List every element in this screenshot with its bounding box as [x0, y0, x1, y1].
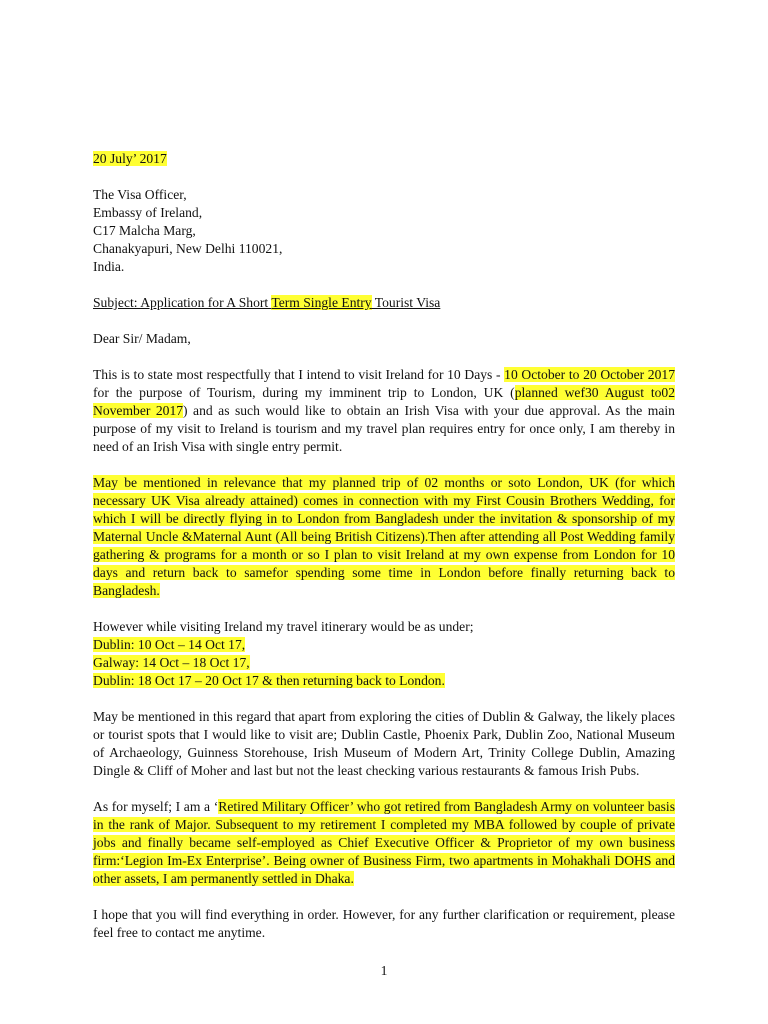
recipient-line: Chanakyapuri, New Delhi 110021,	[93, 241, 283, 256]
para-highlight: 10 October to 20 October 2017	[504, 367, 675, 382]
itinerary-item	[93, 636, 675, 654]
paragraph-about-self	[93, 798, 675, 888]
itinerary-item-text: Dublin: 10 Oct – 14 Oct 17,	[93, 637, 246, 652]
para-text: for the purpose of Tourism, during my imminent trip to London, UK (	[93, 385, 515, 400]
itinerary-item	[93, 672, 675, 690]
para-text: As for myself; I am a ‘	[93, 799, 219, 814]
para-text: ) and as such would like to obtain an Irish Visa with your due approval. As the main purpose of my visit to Ireland is tourism and my travel plan requires entry for once only, I am thereby in need of an Irish Visa with single entry permit.	[93, 403, 675, 454]
recipient-line: India.	[93, 259, 125, 274]
paragraph-closing: I hope that you will find everything in order. However, for any further clarification or requirement, please feel free to contact me anytime.	[93, 907, 675, 940]
para-highlight: May be mentioned in relevance that my planned trip of 02 months or soto London, UK (for which necessary UK Visa already attained) comes in connection with my First Cousin Brothers Wedding, for which I will be directly flying in to London from Bangladesh under the invitation & sponsorship of my Maternal Uncle &Maternal Aunt (All being British Citizens).Then after attending all Post Wedding family gathering & programs for a month or so I plan to visit Ireland at my own expense from London for 10 days and return back to samefor spending some time in London before finally returning back to Bangladesh.	[93, 475, 675, 598]
letter-date	[93, 150, 675, 168]
page-number: 1	[380, 963, 388, 978]
itinerary-item-text: Dublin: 18 Oct 17 – 20 Oct 17 & then returning back to London.	[93, 673, 445, 688]
subject-part: Subject: Application for A Short	[93, 295, 272, 310]
recipient-line: Embassy of Ireland,	[93, 205, 203, 220]
paragraph-places: May be mentioned in this regard that apart from exploring the cities of Dublin & Galway, the likely places or tourist spots that I would like to visit are; Dublin Castle, Phoenix Park, Dublin Zoo, National Museum of Archaeology, Guinness Storehouse, Irish Museum of Modern Art, Trinity College Dublin, Amazing Dingle & Cliff of Moher and last but not the least checking various restaurants & famous Irish Pubs.	[93, 709, 675, 778]
para-text: This is to state most respectfully that I intend to visit Ireland for 10 Days -	[93, 367, 505, 382]
letter-date-text: 20 July’ 2017	[93, 151, 167, 166]
subject-part: Tourist Visa	[371, 295, 441, 310]
paragraph-trip-context	[93, 474, 675, 600]
itinerary-item-text: Galway: 14 Oct – 18 Oct 17,	[93, 655, 250, 670]
salutation: Dear Sir/ Madam,	[93, 331, 191, 346]
itinerary-item	[93, 654, 675, 672]
letter-body	[93, 150, 675, 942]
subject-highlight: Term Single Entry	[271, 295, 372, 310]
subject-line	[93, 294, 675, 312]
para-highlight: Retired Military Officer’ who got retired from Bangladesh Army on volunteer basis in the rank of Major. Subsequent to my retirement I completed my MBA followed by couple of private jobs and finally became self-employed as Chief Executive Officer & Proprietor of my own business firm:‘Legion Im-Ex Enterprise’. Being owner of Business Firm, two apartments in Mohakhali DOHS and other assets, I am permanently settled in Dhaka.	[93, 799, 675, 886]
paragraph-intent	[93, 366, 675, 456]
recipient-line: C17 Malcha Marg,	[93, 223, 196, 238]
itinerary-intro: However while visiting Ireland my travel itinerary would be as under;	[93, 619, 474, 634]
recipient-address	[93, 186, 675, 276]
itinerary	[93, 618, 675, 690]
para-highlight: planned wef30 August to02 November 2017	[93, 385, 676, 418]
recipient-line: The Visa Officer,	[93, 187, 187, 202]
